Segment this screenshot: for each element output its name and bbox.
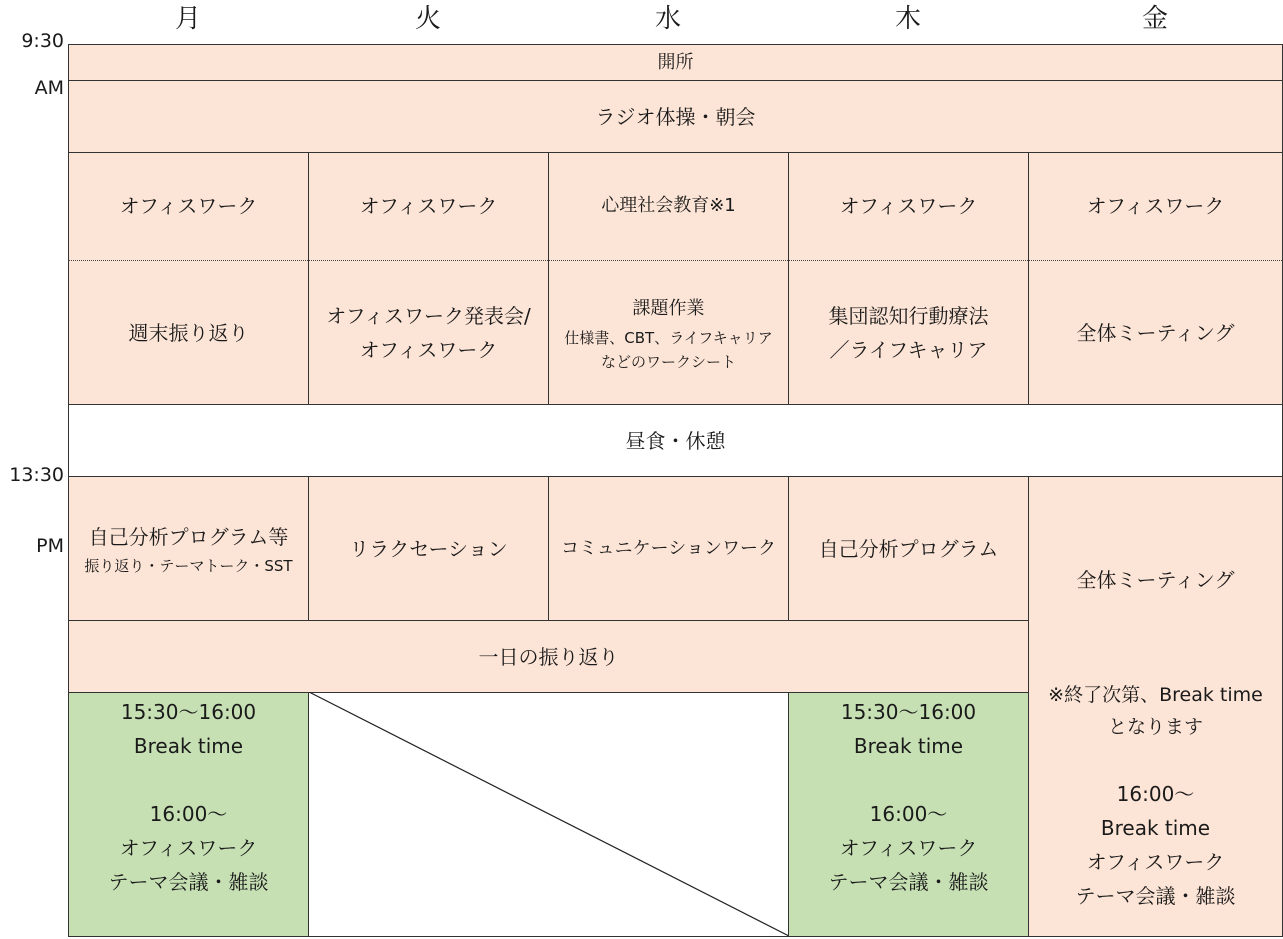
late-thu [788, 692, 1029, 937]
afternoon1-tue [308, 476, 549, 621]
friday-note-line1: ※終了次第、Break time [1048, 684, 1263, 706]
friday-afternoon [1028, 476, 1283, 937]
opening-row [68, 44, 1283, 81]
morning1-mon [68, 152, 309, 260]
morning2-tue-line2: オフィスワーク [359, 338, 498, 362]
late-mon-break-range: 15:30～16:00 [120, 700, 257, 724]
morning2-wed [548, 261, 789, 405]
late-thu-break-range: 15:30～16:00 [840, 700, 977, 724]
morning2-tue-line1: オフィスワーク発表会/ [326, 304, 531, 328]
morning1-wed-label: 心理社会教育※1 [601, 195, 736, 216]
afternoon1-mon [68, 476, 309, 621]
no-schedule-diagonal [309, 692, 789, 936]
late-mon-break-label: Break time [133, 734, 244, 758]
afternoon1-mon-title: 自己分析プログラム等 [88, 524, 289, 549]
time-label-am-start: 9:30 [21, 30, 64, 52]
morning1-mon-label: オフィスワーク [119, 194, 258, 218]
morning2-mon-label: 週末振り返り [128, 321, 249, 345]
afternoon1-thu [788, 476, 1029, 621]
morning2-tue [308, 261, 549, 405]
daily-review-label: 一日の振り返り [478, 644, 619, 669]
late-mon [68, 692, 309, 937]
friday-meeting: テーマ会議・雑談 [1075, 884, 1236, 908]
morning2-wed-sub2: などのワークシート [600, 353, 736, 371]
daily-review-row [68, 620, 1029, 693]
afternoon1-wed [548, 476, 789, 621]
radio-exercise-row [68, 80, 1283, 153]
day-header-fri: 金 [1141, 4, 1168, 34]
late-mon-meeting: テーマ会議・雑談 [108, 870, 269, 894]
morning2-thu-line1: 集団認知行動療法 [828, 304, 989, 328]
afternoon1-tue-label: リラクセーション [349, 536, 508, 561]
afternoon1-mon-sub: 振り返り・テーマトーク・SST [84, 556, 293, 575]
day-header-mon: 月 [174, 4, 201, 34]
opening-label: 開所 [657, 51, 694, 73]
morning1-fri [1028, 152, 1283, 260]
radio-exercise-label: ラジオ体操・朝会 [595, 104, 756, 129]
morning1-fri-label: オフィスワーク [1086, 194, 1225, 218]
late-mon-start: 16:00～ [149, 802, 228, 826]
day-header-wed: 水 [654, 4, 681, 34]
late-thu-break-label: Break time [853, 734, 964, 758]
morning1-wed [548, 152, 789, 260]
lunch-row [68, 404, 1283, 477]
morning2-fri [1028, 261, 1283, 405]
morning1-tue-label: オフィスワーク [359, 194, 498, 218]
late-thu-office: オフィスワーク [839, 836, 978, 860]
morning2-thu-line2: ／ライフキャリア [829, 338, 988, 362]
friday-office: オフィスワーク [1086, 850, 1225, 874]
friday-time: 16:00～ [1116, 782, 1195, 806]
friday-meeting-title: 全体ミーティング [1076, 568, 1235, 592]
lunch-label: 昼食・休憩 [625, 428, 726, 453]
morning2-wed-title: 課題作業 [632, 298, 705, 319]
late-thu-start: 16:00～ [869, 802, 948, 826]
time-label-pm: PM [36, 535, 64, 557]
morning2-thu [788, 261, 1029, 405]
morning1-tue [308, 152, 549, 260]
day-header-tue: 火 [414, 4, 441, 34]
morning2-wed-sub1: 仕様書、CBT、ライフキャリア [564, 329, 773, 347]
afternoon1-wed-label: コミュニケーションワーク [561, 537, 776, 559]
late-thu-meeting: テーマ会議・雑談 [828, 870, 989, 894]
morning1-thu [788, 152, 1029, 260]
morning1-thu-label: オフィスワーク [839, 194, 978, 218]
friday-break: Break time [1100, 816, 1211, 840]
morning2-mon [68, 261, 309, 405]
day-header-thu: 木 [894, 4, 921, 34]
afternoon1-thu-label: 自己分析プログラム [818, 536, 999, 561]
friday-note-line2: となります [1107, 716, 1203, 738]
time-label-am: AM [34, 77, 64, 99]
time-label-pm-start: 13:30 [9, 464, 64, 486]
morning2-fri-label: 全体ミーティング [1076, 321, 1235, 345]
late-mon-office: オフィスワーク [119, 836, 258, 860]
